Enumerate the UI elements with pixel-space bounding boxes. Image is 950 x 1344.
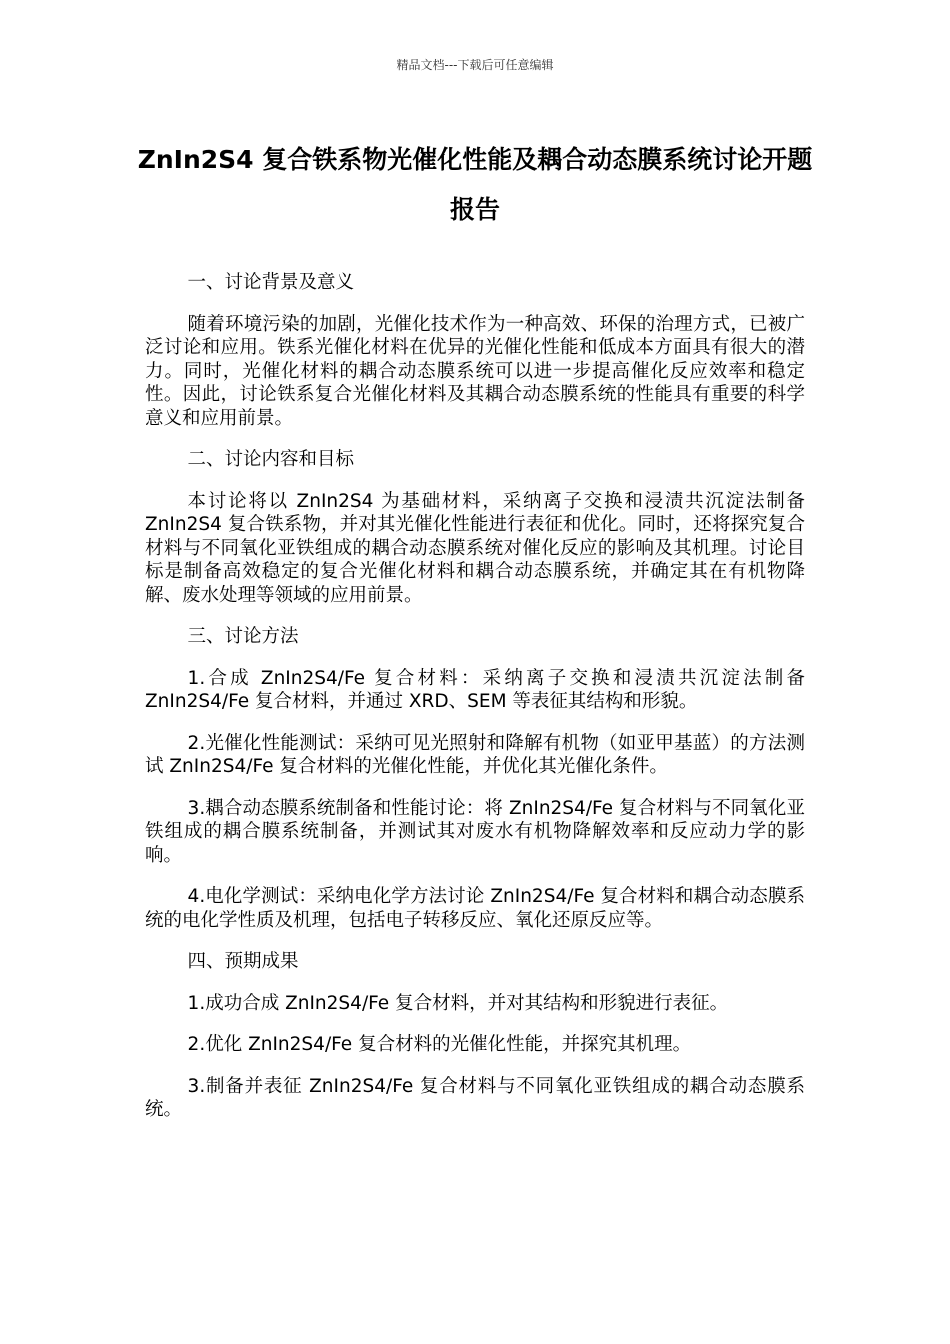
- page-header-watermark: 精品文档---下载后可任意编辑: [396, 58, 554, 72]
- result-item-3: 3.制备并表征 ZnIn2S4/Fe 复合材料与不同氧化亚铁组成的耦合动态膜系统。: [145, 1075, 805, 1120]
- section-heading-expected-results: 四、预期成果: [187, 951, 299, 972]
- section-heading-methods: 三、讨论方法: [187, 626, 299, 647]
- result-item-2: 2.优化 ZnIn2S4/Fe 复合材料的光催化性能，并探究其机理。: [187, 1034, 692, 1055]
- section-heading-background: 一、讨论背景及意义: [187, 272, 355, 293]
- section-heading-content-goals: 二、讨论内容和目标: [187, 449, 355, 470]
- paragraph-content-goals: 本讨论将以 ZnIn2S4 为基础材料，采纳离子交换和浸渍共沉淀法制备 ZnIn2S4 复合铁系物，并对其光催化性能进行表征和优化。同时，还将探究复合材料与不同氧化亚铁组成的耦合动态膜系统对催化反应的影响及其机理。讨论目标是制备高效稳定的复合光催化材料和耦合动态膜系统，并确定其在有机物降解、废水处理等领域的应用前景。: [145, 490, 805, 606]
- method-item-1: 1.合成 ZnIn2S4/Fe 复合材料：采纳离子交换和浸渍共沉淀法制备 ZnIn2S4/Fe 复合材料，并通过 XRD、SEM 等表征其结构和形貌。: [145, 667, 805, 712]
- method-item-2: 2.光催化性能测试：采纳可见光照射和降解有机物（如亚甲基蓝）的方法测试 ZnIn2S4/Fe 复合材料的光催化性能，并优化其光催化条件。: [145, 732, 805, 777]
- document-title: ZnIn2S4 复合铁系物光催化性能及耦合动态膜系统讨论开题报告: [137, 145, 813, 224]
- paragraph-background: 随着环境污染的加剧，光催化技术作为一种高效、环保的治理方式，已被广泛讨论和应用。铁系光催化材料在优异的光催化性能和低成本方面具有很大的潜力。同时，光催化材料的耦合动态膜系统可以进一步提高催化反应效率和稳定性。因此，讨论铁系复合光催化材料及其耦合动态膜系统的性能具有重要的科学意义和应用前景。: [145, 313, 805, 429]
- method-item-3: 3.耦合动态膜系统制备和性能讨论：将 ZnIn2S4/Fe 复合材料与不同氧化亚铁组成的耦合膜系统制备，并测试其对废水有机物降解效率和反应动力学的影响。: [145, 797, 805, 866]
- result-item-1: 1.成功合成 ZnIn2S4/Fe 复合材料，并对其结构和形貌进行表征。: [187, 992, 729, 1014]
- method-item-4: 4.电化学测试：采纳电化学方法讨论 ZnIn2S4/Fe 复合材料和耦合动态膜系统的电化学性质及机理，包括电子转移反应、氧化还原反应等。: [145, 886, 805, 931]
- document-body: [145, 271, 805, 1140]
